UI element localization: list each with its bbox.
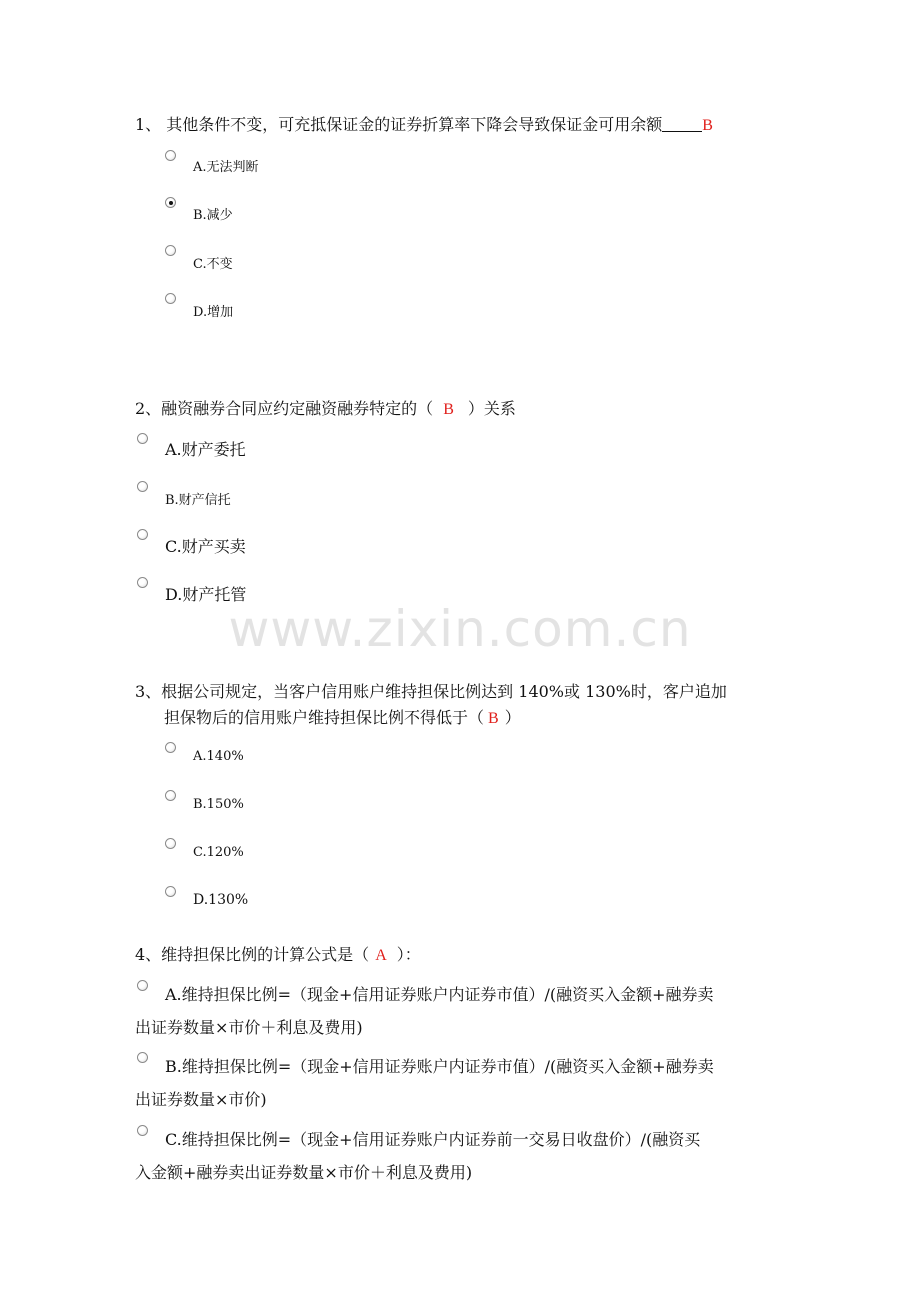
q4-option-c-line-2: 入金额+融券卖出证券数量×市价＋利息及费用) — [135, 1163, 473, 1182]
q3-option-d-radio[interactable] — [165, 886, 176, 897]
q2-option-d-label: D.财产托管 — [165, 585, 247, 604]
question-4-answer: A — [375, 947, 387, 964]
q2-option-c-label: C.财产买卖 — [165, 537, 246, 556]
q1-option-b-label: B.减少 — [193, 208, 233, 223]
q3-option-c-label: C.120% — [193, 845, 244, 860]
q1-option-a-radio[interactable] — [165, 150, 176, 161]
q1-option-c-radio[interactable] — [165, 245, 176, 256]
question-2-text-after: ）关系 — [467, 399, 516, 418]
q4-option-b — [135, 1050, 714, 1116]
question-3-text-after: ） — [504, 708, 521, 727]
answer-blank — [662, 116, 702, 132]
question-4-text-before: 4、维持担保比例的计算公式是（ — [135, 945, 370, 964]
question-4-text-after: ）： — [396, 945, 421, 964]
q1-option-c-label: C.不变 — [193, 257, 233, 272]
q4-option-a-line-2: 出证券数量×市价＋利息及费用) — [135, 1018, 363, 1037]
q3-option-b-label: B.150% — [193, 797, 244, 812]
question-2-answer: B — [443, 401, 454, 418]
question-1 — [135, 112, 713, 139]
q2-option-b-radio[interactable] — [137, 481, 148, 492]
q2-option-a-label: A.财产委托 — [165, 440, 246, 459]
q1-option-d-label: D.增加 — [193, 305, 234, 320]
question-4 — [135, 942, 421, 969]
q4-option-a — [135, 978, 714, 1044]
q4-option-b-line-2: 出证券数量×市价) — [135, 1090, 267, 1109]
q2-option-a-radio[interactable] — [137, 433, 148, 444]
q3-option-c-radio[interactable] — [165, 838, 176, 849]
q1-option-d-radio[interactable] — [165, 293, 176, 304]
q3-option-a-radio[interactable] — [165, 742, 176, 753]
question-3-line-1: 3、根据公司规定，当客户信用账户维持担保比例达到 140%或 130%时，客户追加 — [135, 682, 727, 701]
q4-option-b-line-1: B.维持担保比例=（现金+信用证券账户内证券市值）/(融资买入金额+融券卖 — [165, 1057, 714, 1076]
q1-option-a-label: A.无法判断 — [193, 160, 259, 175]
q4-option-a-line-1: A.维持担保比例=（现金+信用证券账户内证券市值）/(融资买入金额+融券卖 — [165, 985, 714, 1004]
question-2-text-before: 2、融资融券合同应约定融资融券特定的（ — [135, 399, 434, 418]
q1-option-b-radio[interactable] — [165, 197, 176, 208]
question-1-answer: B — [702, 117, 713, 134]
question-3-text-before: 担保物后的信用账户维持担保比例不得低于（ — [164, 708, 485, 727]
q3-option-a-label: A.140% — [193, 749, 244, 764]
q4-option-c — [135, 1123, 700, 1189]
q4-option-c-line-1: C.维持担保比例=（现金+信用证券账户内证券前一交易日收盘价）/(融资买 — [165, 1130, 701, 1149]
question-2 — [135, 396, 516, 423]
question-3-answer: B — [488, 710, 499, 727]
q3-option-d-label: D.130% — [193, 892, 249, 908]
watermark: www.zixin.com.cn — [228, 600, 692, 658]
q2-option-b-label: B.财产信托 — [165, 493, 231, 508]
q2-option-d-radio[interactable] — [137, 577, 148, 588]
q3-option-b-radio[interactable] — [165, 790, 176, 801]
question-1-text: 1、 其他条件不变，可充抵保证金的证券折算率下降会导致保证金可用余额 — [135, 115, 663, 134]
question-3-line-2 — [164, 705, 521, 732]
q2-option-c-radio[interactable] — [137, 529, 148, 540]
